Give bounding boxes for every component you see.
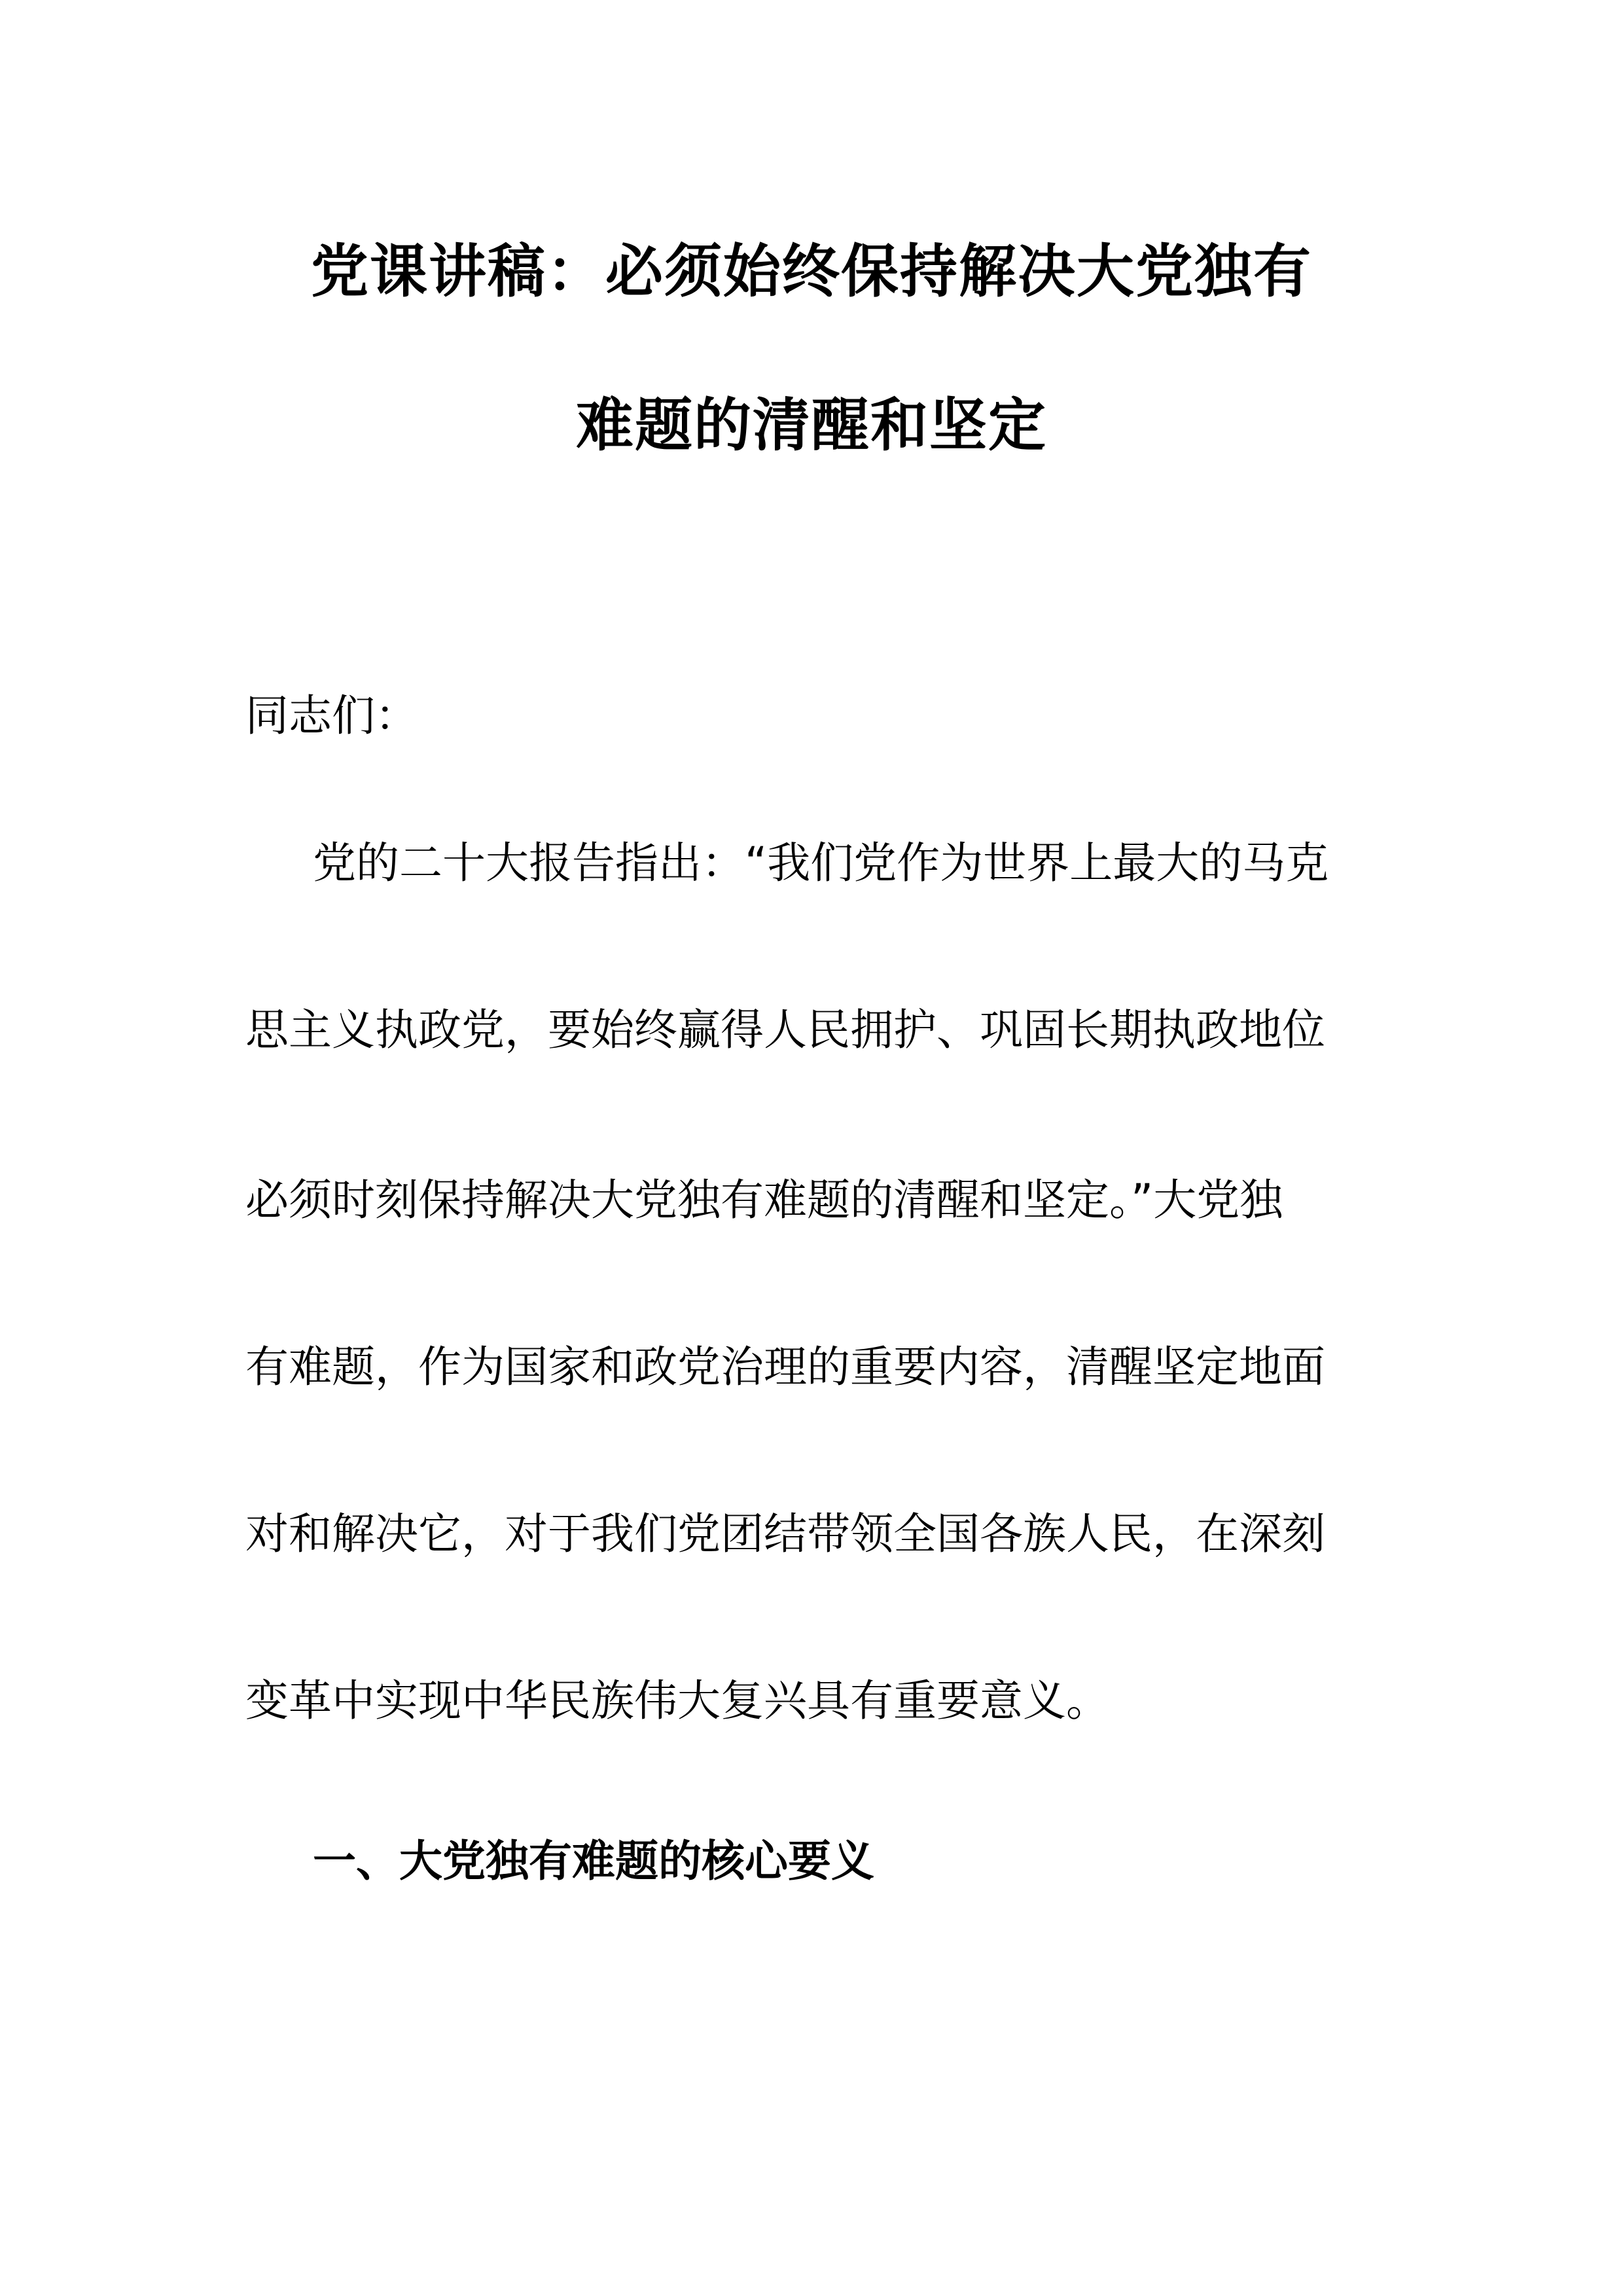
section-heading: 一、大党独有难题的核心要义 xyxy=(313,1836,874,1886)
salutation: 同志们： xyxy=(245,691,418,741)
paragraph-line: 思主义执政党，要始终赢得人民拥护、巩固长期执政地位 xyxy=(245,1005,1325,1055)
paragraph-line: 对和解决它，对于我们党团结带领全国各族人民，在深刻 xyxy=(245,1509,1325,1559)
paragraph-line: 党的二十大报告指出：“我们党作为世界上最大的马克 xyxy=(313,838,1329,888)
document-title-line-2: 难题的清醒和坚定 xyxy=(575,391,1047,459)
paragraph-line: 必须时刻保持解决大党独有难题的清醒和坚定。”大党独 xyxy=(245,1175,1283,1225)
paragraph-line: 变革中实现中华民族伟大复兴具有重要意义。 xyxy=(245,1676,1109,1726)
document-title-line-1: 党课讲稿：必须始终保持解决大党独有 xyxy=(310,238,1312,305)
paragraph-line: 有难题，作为国家和政党治理的重要内容，清醒坚定地面 xyxy=(245,1342,1325,1392)
